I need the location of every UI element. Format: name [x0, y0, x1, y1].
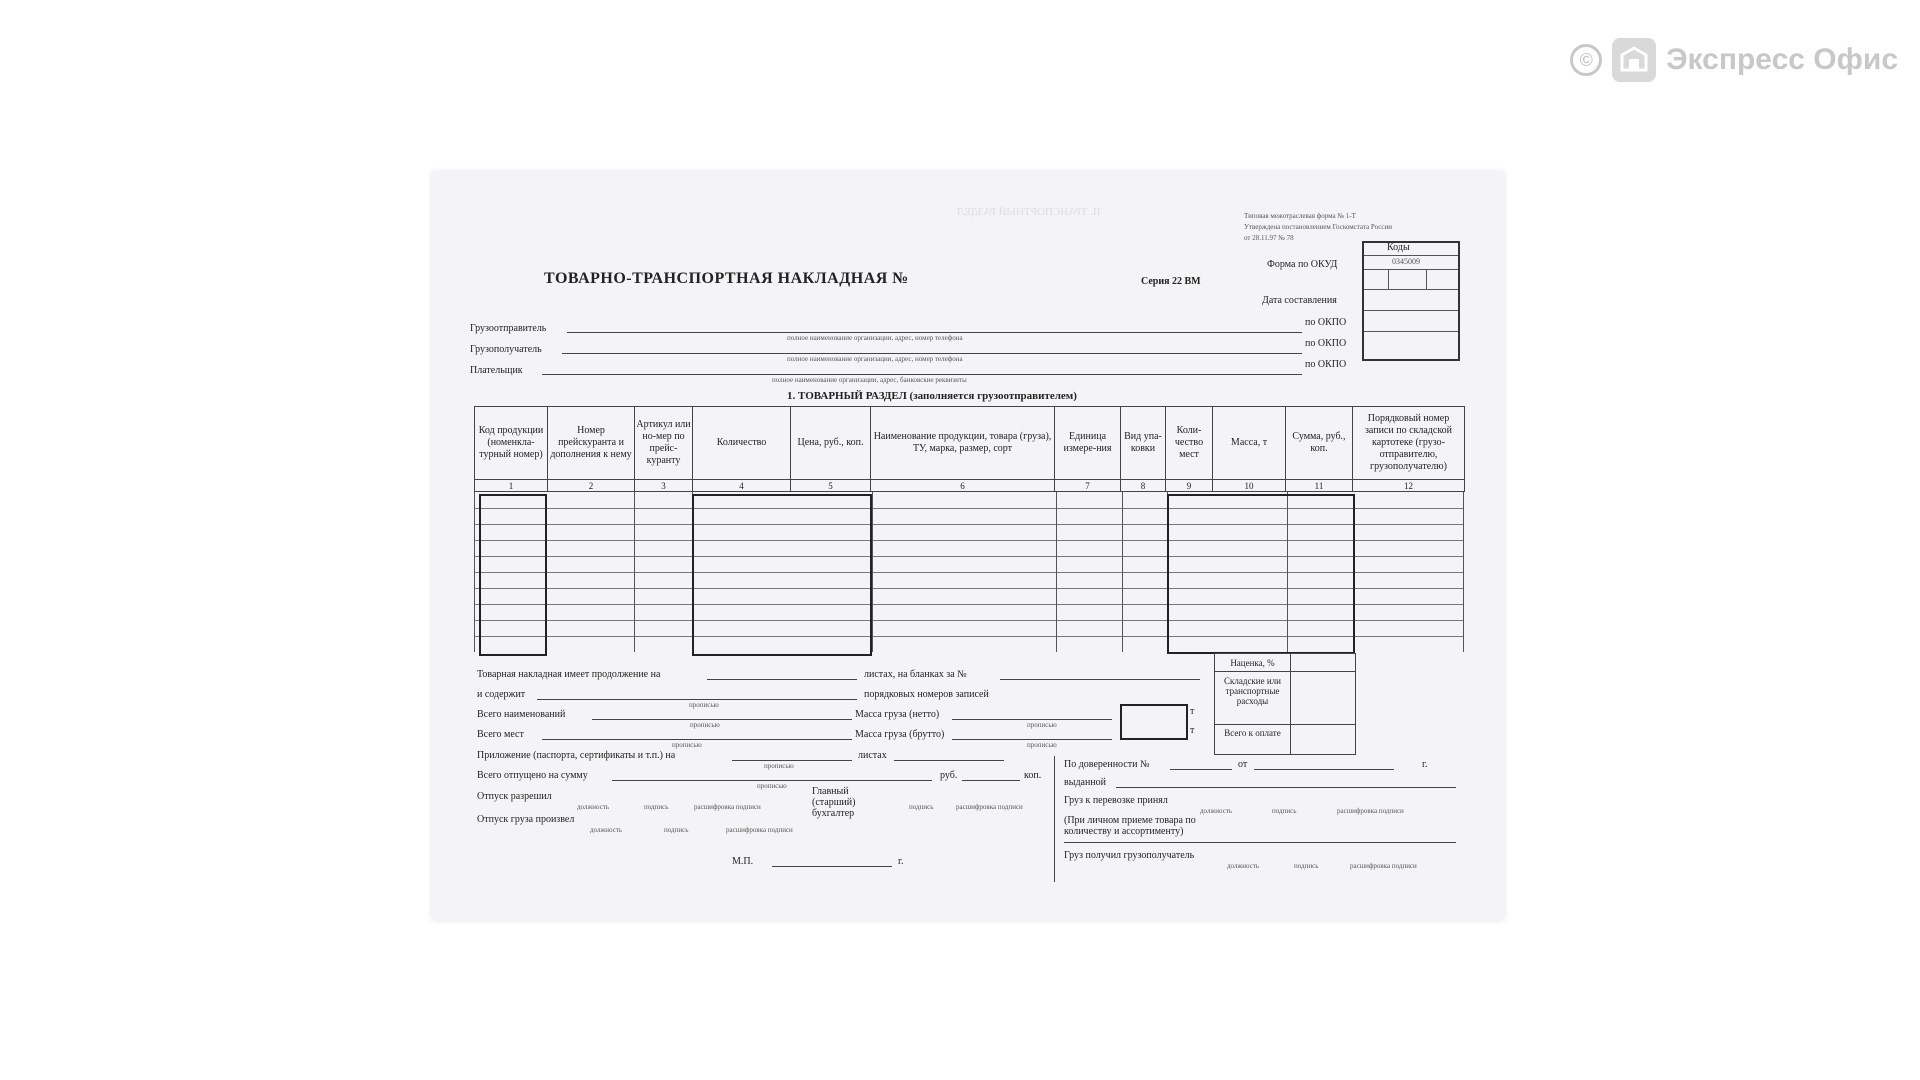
total-items-line[interactable] [592, 719, 852, 720]
hint-rasshifrovka-2: расшифровка подписи [956, 803, 1023, 811]
codes-header: Коды [1387, 242, 1410, 253]
col-num-9: 9 [1166, 480, 1213, 492]
col-header-10: Масса, т [1213, 407, 1286, 480]
col-header-5: Цена, руб., коп. [791, 407, 871, 480]
goods-number-row [475, 480, 1465, 492]
shipper-line[interactable] [567, 332, 1302, 333]
col-num-11: 11 [1286, 480, 1353, 492]
hint-propisyu-1: прописью [689, 701, 719, 709]
issued-label: выданной [1064, 777, 1107, 788]
kop-label: коп. [1024, 770, 1042, 781]
col-num-7: 7 [1055, 480, 1121, 492]
markup-label: Наценка, % [1230, 658, 1275, 668]
col-header-9: Коли-чество мест [1166, 407, 1213, 480]
hint-propisyu-7: прописью [757, 782, 787, 790]
shipment-made-label: Отпуск груза произвел [477, 814, 575, 825]
consignee-label: Грузополучатель [470, 344, 542, 355]
tonne-1: т [1190, 706, 1195, 717]
col-num-8: 8 [1121, 480, 1166, 492]
hint-dolzhnost-3: должность [1200, 807, 1233, 815]
date-label: Дата составления [1262, 295, 1337, 306]
okud-value: 0345009 [1392, 257, 1420, 266]
col-num-2: 2 [548, 480, 635, 492]
section-title: 1. ТОВАРНЫЙ РАЗДЕЛ (заполняется грузоотправителем) [787, 390, 1077, 402]
goods-header-row [475, 407, 1465, 480]
form-note-1: Типовая межотраслевая форма № 1-Т [1244, 212, 1356, 220]
col-num-1: 1 [475, 480, 548, 492]
hint-rasshifrovka-3: расшифровка подписи [726, 826, 793, 834]
col-header-3: Артикул или но-мер по прейс-куранту [635, 407, 693, 480]
form-note-3: от 28.11.97 № 78 [1244, 234, 1294, 242]
total-items-label: Всего наименований [477, 709, 566, 720]
hint-propisyu-5: прописью [1027, 741, 1057, 749]
rub-line[interactable] [962, 780, 1020, 781]
col-num-12: 12 [1353, 480, 1465, 492]
waybill-form [432, 172, 1504, 920]
records-count-line[interactable] [537, 699, 857, 700]
payer-hint: полное наименование организации, адрес, банковские реквизиты [772, 376, 967, 384]
total-sum-label: Всего отпущено на сумму [477, 770, 588, 781]
hint-rasshifrovka-5: расшифровка подписи [1350, 862, 1417, 870]
hint-podpis-1: подпись [644, 803, 669, 811]
total-places-label: Всего мест [477, 729, 524, 740]
col-header-1: Код продукции (номенкла-турный номер) [475, 407, 548, 480]
hint-dolzhnost-1: должность [577, 803, 610, 811]
gross-mass-label: Масса груза (брутто) [855, 729, 945, 740]
attachment-line[interactable] [732, 760, 852, 761]
col-num-3: 3 [635, 480, 693, 492]
stamp-date-line[interactable] [772, 866, 892, 867]
payer-label: Плательщик [470, 365, 523, 376]
stamp-label: М.П. [732, 856, 754, 867]
rub-label: руб. [940, 770, 958, 781]
expenses-label: Складские или транспортные расходы [1224, 676, 1281, 706]
cargo-accepted-label: Груз к перевозке принял [1064, 795, 1168, 806]
hint-podpis-4: подпись [1272, 807, 1297, 815]
okud-label: Форма по ОКУД [1267, 259, 1338, 270]
hint-podpis-2: подпись [909, 803, 934, 811]
form-note-2: Утверждена постановлением Госкомстата России [1244, 223, 1392, 231]
net-mass-line[interactable] [952, 719, 1112, 720]
hint-propisyu-6: прописью [764, 762, 794, 770]
form-title: ТОВАРНО-ТРАНСПОРТНАЯ НАКЛАДНАЯ № [544, 270, 909, 287]
receipt-note-line[interactable] [1064, 842, 1456, 843]
hint-propisyu-2: прописью [690, 721, 720, 729]
okpo-label-1: по ОКПО [1305, 317, 1347, 328]
goods-table [474, 406, 1465, 492]
hint-propisyu-4: прописью [672, 741, 702, 749]
contains-label: и содержит [477, 689, 526, 700]
hint-propisyu-3: прописью [1027, 721, 1057, 729]
release-allowed-label: Отпуск разрешил [477, 791, 552, 802]
col-header-4: Количество [693, 407, 791, 480]
copyright-icon: © [1570, 44, 1602, 76]
col-num-5: 5 [791, 480, 871, 492]
codes-box [1362, 241, 1460, 361]
shipper-hint: полное наименование организации, адрес, номер телефона [787, 334, 963, 342]
hint-dolzhnost-2: должность [590, 826, 623, 834]
power-of-attorney-label: По доверенности № [1064, 759, 1150, 770]
brand-name: Экспресс Офис [1666, 43, 1898, 76]
col-num-6: 6 [871, 480, 1055, 492]
brand-logo-icon [1612, 38, 1656, 82]
col-header-7: Единица измере-ния [1055, 407, 1121, 480]
goods-entry-grid[interactable] [474, 492, 1464, 652]
mass-box[interactable] [1120, 704, 1188, 740]
watermark [1570, 38, 1898, 82]
hint-rasshifrovka-1: расшифровка подписи [694, 803, 761, 811]
consignee-hint: полное наименование организации, адрес, номер телефона [787, 355, 963, 363]
hint-rasshifrovka-4: расшифровка подписи [1337, 807, 1404, 815]
from-label: от [1238, 759, 1248, 770]
attachment-sheets-label: листах [858, 750, 887, 761]
col-header-2: Номер прейскуранта и дополнения к нему [548, 407, 635, 480]
col-num-10: 10 [1213, 480, 1286, 492]
year-label: г. [898, 856, 904, 867]
chief-accountant-label: Главный (старший) бухгалтер [812, 786, 856, 819]
records-label: порядковых номеров записей [864, 689, 989, 700]
form-number-line[interactable] [1000, 679, 1200, 680]
attachment-sheets-line[interactable] [894, 760, 1004, 761]
hint-dolzhnost-4: должность [1227, 862, 1260, 870]
shipper-label: Грузоотправитель [470, 323, 547, 334]
col-header-8: Вид упа-ковки [1121, 407, 1166, 480]
okpo-label-3: по ОКПО [1305, 359, 1347, 370]
payer-line[interactable] [542, 374, 1302, 375]
series-label: Серия 22 ВМ [1141, 276, 1201, 287]
ghost-back-text: II. ТРАНСПОРТНЫЙ РАЗДЕЛ [957, 206, 1101, 218]
tonne-2: т [1190, 725, 1195, 736]
col-num-4: 4 [693, 480, 791, 492]
col-header-6: Наименование продукции, товара (груза), ТУ, марка, размер, сорт [871, 407, 1055, 480]
net-mass-label: Масса груза (нетто) [855, 709, 940, 720]
continuation-label: Товарная накладная имеет продолжение на [477, 669, 661, 680]
power-of-attorney-line[interactable] [1170, 769, 1232, 770]
hint-podpis-5: подпись [1294, 862, 1319, 870]
year-label-2: г. [1422, 759, 1428, 770]
cargo-received-label: Груз получил грузополучатель [1064, 850, 1195, 861]
consignee-line[interactable] [562, 353, 1302, 354]
total-places-line[interactable] [542, 739, 852, 740]
attachment-label: Приложение (паспорта, сертификаты и т.п.) на [477, 750, 676, 761]
bottom-divider [1054, 756, 1055, 882]
sheets-label: листах, на бланках за № [864, 669, 967, 680]
personal-receipt-note: (При личном приеме товара по количеству и ассортименту) [1064, 815, 1196, 837]
issued-line[interactable] [1116, 787, 1456, 788]
okpo-label-2: по ОКПО [1305, 338, 1347, 349]
col-header-12: Порядковый номер записи по складской картотеке (грузо-отправителю, грузополучателю) [1353, 407, 1465, 480]
continuation-sheets-line[interactable] [707, 679, 857, 680]
attorney-date-line[interactable] [1254, 769, 1394, 770]
col-header-11: Сумма, руб., коп. [1286, 407, 1353, 480]
total-label: Всего к оплате [1224, 728, 1281, 738]
hint-podpis-3: подпись [664, 826, 689, 834]
gross-mass-line[interactable] [952, 739, 1112, 740]
markup-box [1214, 653, 1356, 755]
total-sum-line[interactable] [612, 780, 932, 781]
